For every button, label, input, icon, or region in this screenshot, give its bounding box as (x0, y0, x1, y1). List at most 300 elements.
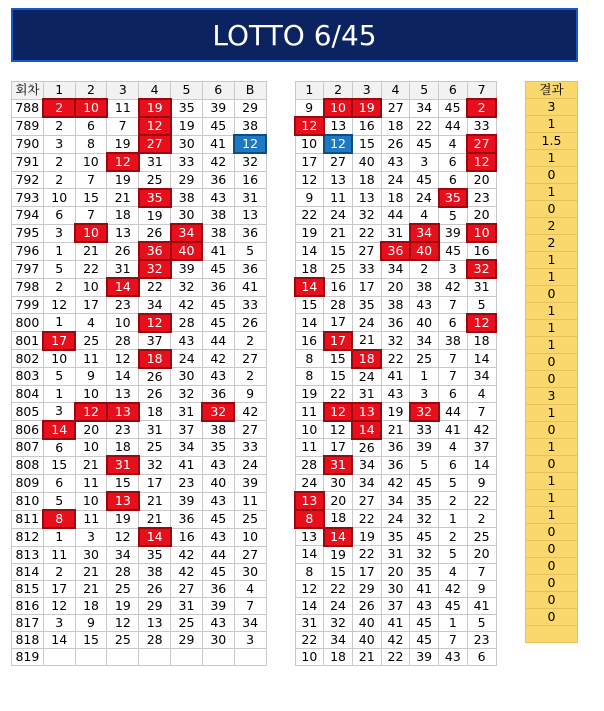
prediction-number-cell: 44 (439, 403, 468, 421)
prediction-number-cell: 20 (467, 171, 496, 189)
prediction-number-cell: 1 (439, 614, 468, 631)
prediction-number-cell: 43 (439, 648, 468, 665)
prediction-number-cell: 38 (381, 296, 410, 314)
prediction-number-cell: 4 (467, 385, 496, 403)
prediction-number-cell: 9 (295, 99, 324, 117)
drawn-number-cell: 30 (75, 546, 107, 564)
result-value-cell: 2 (526, 235, 578, 252)
prediction-number-cell: 12 (467, 153, 496, 171)
prediction-number-cell: 7 (439, 631, 468, 648)
draw-row (12, 564, 267, 581)
drawn-number-cell: 26 (139, 385, 171, 403)
prediction-number-cell: 2 (439, 492, 468, 510)
result-row (526, 303, 578, 320)
prediction-number-cell: 8 (295, 350, 324, 368)
prediction-row (295, 528, 496, 546)
result-header: 결과 (526, 82, 578, 99)
drawn-number-cell: 35 (171, 99, 203, 117)
drawn-number-cell: 25 (139, 171, 171, 189)
drawn-number-cell: 14 (43, 421, 75, 439)
prediction-number-cell: 42 (381, 474, 410, 492)
drawn-number-cell: 1 (43, 528, 75, 546)
result-row (526, 286, 578, 303)
prediction-number-cell: 34 (381, 260, 410, 278)
prediction-number-cell: 14 (295, 597, 324, 614)
draw-row (12, 296, 267, 314)
prediction-row (295, 278, 496, 296)
prediction-number-cell: 39 (439, 224, 468, 242)
prediction-number-cell: 24 (324, 597, 353, 614)
result-row (526, 405, 578, 422)
bonus-number-cell: 9 (234, 385, 266, 403)
prediction-number-cell: 12 (324, 135, 353, 153)
result-value-cell: 0 (526, 422, 578, 439)
prediction-number-cell: 16 (467, 242, 496, 260)
prediction-number-cell: 33 (467, 117, 496, 135)
bonus-number-cell: 4 (234, 581, 266, 598)
round-number-cell: 790 (12, 135, 44, 153)
round-number-cell: 799 (12, 296, 44, 314)
drawn-number-cell: 14 (107, 368, 139, 386)
prediction-number-cell: 32 (381, 332, 410, 350)
round-number-cell: 807 (12, 439, 44, 457)
prediction-number-cell: 19 (295, 385, 324, 403)
prediction-number-cell: 17 (324, 439, 353, 457)
prediction-number-cell: 18 (352, 350, 381, 368)
drawn-number-cell: 25 (139, 439, 171, 457)
drawn-number-cell: 12 (139, 314, 171, 332)
result-row (526, 388, 578, 405)
drawn-number-cell: 11 (75, 474, 107, 492)
prediction-number-cell: 17 (352, 563, 381, 580)
prediction-number-cell: 6 (439, 153, 468, 171)
prediction-row (295, 350, 496, 368)
prediction-row (295, 403, 496, 421)
drawn-number-cell: 34 (171, 439, 203, 457)
prediction-row (295, 492, 496, 510)
result-row (526, 167, 578, 184)
prediction-number-cell: 14 (467, 456, 496, 474)
drawn-number-cell: 2 (43, 278, 75, 296)
prediction-number-cell: 27 (381, 99, 410, 117)
drawn-number-cell: 38 (202, 421, 234, 439)
prediction-number-cell: 43 (410, 597, 439, 614)
result-row (526, 99, 578, 116)
drawn-number-cell (171, 649, 203, 666)
prediction-number-cell: 42 (381, 631, 410, 648)
prediction-number-cell: 7 (467, 403, 496, 421)
drawn-number-cell: 45 (202, 117, 234, 135)
prediction-number-cell: 34 (381, 492, 410, 510)
drawn-number-cell: 38 (202, 224, 234, 242)
drawn-number-cell: 38 (171, 189, 203, 207)
bonus-number-cell: 12 (234, 135, 266, 153)
result-row (526, 524, 578, 541)
draw-row (12, 153, 267, 171)
prediction-number-cell: 42 (439, 278, 468, 296)
prediction-number-cell: 45 (439, 99, 468, 117)
draw-history-header (12, 82, 267, 100)
result-value-cell: 1 (526, 252, 578, 269)
prediction-number-cell: 18 (381, 117, 410, 135)
drawn-number-cell: 32 (202, 403, 234, 421)
drawn-number-cell: 3 (43, 135, 75, 153)
bonus-number-cell: 2 (234, 332, 266, 350)
prediction-number-cell: 34 (410, 332, 439, 350)
drawn-number-cell: 45 (202, 314, 234, 332)
left-header-cell: 회차 (12, 82, 44, 100)
prediction-row (295, 207, 496, 225)
prediction-number-cell: 45 (410, 474, 439, 492)
prediction-number-cell: 10 (295, 421, 324, 439)
drawn-number-cell: 31 (139, 153, 171, 171)
prediction-number-cell: 35 (352, 296, 381, 314)
draw-row (12, 510, 267, 528)
prediction-number-cell: 19 (324, 546, 353, 564)
prediction-number-cell: 14 (295, 242, 324, 260)
result-row (526, 201, 578, 218)
prediction-number-cell: 9 (295, 189, 324, 207)
drawn-number-cell: 42 (202, 153, 234, 171)
prediction-number-cell: 12 (324, 403, 353, 421)
prediction-number-cell: 17 (324, 314, 353, 332)
prediction-row (295, 648, 496, 665)
result-row (526, 116, 578, 133)
prediction-number-cell: 24 (352, 314, 381, 332)
drawn-number-cell: 42 (171, 564, 203, 581)
result-value-cell: 1 (526, 473, 578, 490)
drawn-number-cell: 31 (107, 456, 139, 474)
round-number-cell: 804 (12, 385, 44, 403)
drawn-number-cell: 41 (202, 135, 234, 153)
prediction-number-cell: 14 (324, 528, 353, 546)
drawn-number-cell: 17 (43, 581, 75, 598)
drawn-number-cell: 6 (43, 474, 75, 492)
prediction-number-cell: 44 (439, 117, 468, 135)
result-value-cell: 0 (526, 354, 578, 371)
drawn-number-cell: 38 (139, 564, 171, 581)
result-value-cell: 0 (526, 575, 578, 592)
prediction-number-cell: 24 (381, 510, 410, 528)
drawn-number-cell: 34 (107, 546, 139, 564)
prediction-number-cell: 45 (439, 242, 468, 260)
drawn-number-cell: 10 (75, 278, 107, 296)
left-header-cell: 2 (75, 82, 107, 100)
bonus-number-cell: 27 (234, 350, 266, 368)
round-number-cell: 791 (12, 153, 44, 171)
round-number-cell: 817 (12, 615, 44, 632)
prediction-number-cell: 8 (295, 510, 324, 528)
result-value-cell: 3 (526, 388, 578, 405)
draw-row (12, 385, 267, 403)
result-row (526, 473, 578, 490)
drawn-number-cell: 5 (43, 492, 75, 510)
prediction-number-cell: 45 (439, 597, 468, 614)
drawn-number-cell: 42 (171, 296, 203, 314)
drawn-number-cell: 30 (171, 368, 203, 386)
prediction-number-cell: 6 (439, 314, 468, 332)
prediction-row (295, 385, 496, 403)
draw-row (12, 189, 267, 207)
drawn-number-cell: 10 (43, 350, 75, 368)
prediction-number-cell: 14 (295, 314, 324, 332)
result-value-cell: 1 (526, 507, 578, 524)
prediction-number-cell: 13 (352, 403, 381, 421)
drawn-number-cell: 30 (171, 135, 203, 153)
bonus-number-cell: 36 (234, 224, 266, 242)
prediction-number-cell: 19 (381, 403, 410, 421)
drawn-number-cell: 15 (107, 474, 139, 492)
drawn-number-cell: 8 (75, 135, 107, 153)
drawn-number-cell: 40 (202, 474, 234, 492)
result-row (526, 490, 578, 507)
draw-row (12, 99, 267, 117)
prediction-number-cell: 6 (439, 385, 468, 403)
drawn-number-cell: 21 (75, 242, 107, 260)
drawn-number-cell: 12 (107, 153, 139, 171)
prediction-number-cell: 23 (467, 189, 496, 207)
drawn-number-cell: 31 (171, 403, 203, 421)
prediction-number-cell: 41 (381, 368, 410, 386)
prediction-number-cell: 19 (352, 528, 381, 546)
prediction-number-cell: 7 (439, 350, 468, 368)
prediction-number-cell: 35 (410, 563, 439, 580)
draw-row (12, 368, 267, 386)
bonus-number-cell: 13 (234, 207, 266, 225)
prediction-number-cell: 35 (410, 492, 439, 510)
prediction-number-cell: 24 (324, 207, 353, 225)
prediction-number-cell: 20 (467, 207, 496, 225)
drawn-number-cell: 32 (139, 260, 171, 278)
drawn-number-cell: 13 (107, 492, 139, 510)
prediction-number-cell: 5 (410, 456, 439, 474)
prediction-number-cell: 39 (410, 439, 439, 457)
drawn-number-cell: 28 (107, 332, 139, 350)
round-number-cell: 818 (12, 632, 44, 649)
drawn-number-cell: 21 (139, 492, 171, 510)
drawn-number-cell: 27 (171, 581, 203, 598)
prediction-number-cell: 37 (381, 597, 410, 614)
round-number-cell: 805 (12, 403, 44, 421)
bonus-number-cell: 2 (234, 368, 266, 386)
drawn-number-cell: 4 (75, 314, 107, 332)
drawn-number-cell: 1 (43, 314, 75, 332)
prediction-number-cell: 41 (467, 597, 496, 614)
drawn-number-cell: 6 (43, 207, 75, 225)
prediction-number-cell: 22 (410, 117, 439, 135)
drawn-number-cell: 36 (202, 278, 234, 296)
drawn-number-cell (43, 649, 75, 666)
prediction-number-cell: 6 (439, 456, 468, 474)
drawn-number-cell: 28 (107, 564, 139, 581)
drawn-number-cell: 13 (107, 385, 139, 403)
result-row (526, 337, 578, 354)
round-number-cell: 800 (12, 314, 44, 332)
draw-history-table (11, 81, 267, 666)
prediction-number-cell: 2 (439, 528, 468, 546)
draw-row (12, 439, 267, 457)
draw-row (12, 581, 267, 598)
prediction-number-cell: 8 (295, 368, 324, 386)
drawn-number-cell: 20 (75, 421, 107, 439)
drawn-number-cell: 32 (171, 385, 203, 403)
drawn-number-cell: 30 (202, 632, 234, 649)
drawn-number-cell: 10 (75, 224, 107, 242)
drawn-number-cell: 40 (171, 242, 203, 260)
prediction-number-cell: 35 (381, 528, 410, 546)
drawn-number-cell: 45 (202, 260, 234, 278)
result-row (526, 269, 578, 286)
prediction-number-cell: 34 (324, 631, 353, 648)
bonus-number-cell (234, 649, 266, 666)
prediction-number-cell: 4 (410, 207, 439, 225)
bonus-number-cell: 32 (234, 153, 266, 171)
drawn-number-cell: 9 (75, 615, 107, 632)
drawn-number-cell: 16 (171, 528, 203, 546)
drawn-number-cell (202, 649, 234, 666)
drawn-number-cell: 21 (75, 564, 107, 581)
draw-row (12, 632, 267, 649)
result-row (526, 422, 578, 439)
drawn-number-cell: 21 (75, 581, 107, 598)
drawn-number-cell: 18 (75, 598, 107, 615)
result-row (526, 235, 578, 252)
prediction-number-cell: 1 (439, 510, 468, 528)
bonus-number-cell: 31 (234, 189, 266, 207)
prediction-row (295, 332, 496, 350)
prediction-number-cell: 27 (467, 135, 496, 153)
bonus-number-cell: 24 (234, 456, 266, 474)
right-header-cell: 3 (352, 82, 381, 100)
prediction-number-cell: 2 (467, 99, 496, 117)
prediction-number-cell: 41 (439, 421, 468, 439)
prediction-number-cell: 40 (410, 242, 439, 260)
prediction-number-cell: 15 (324, 242, 353, 260)
prediction-number-cell: 44 (381, 207, 410, 225)
prediction-number-cell: 13 (295, 528, 324, 546)
right-header-cell: 2 (324, 82, 353, 100)
prediction-number-cell: 15 (324, 563, 353, 580)
left-header-cell: 3 (107, 82, 139, 100)
prediction-number-cell: 24 (352, 368, 381, 386)
drawn-number-cell: 35 (202, 439, 234, 457)
prediction-number-cell: 27 (352, 492, 381, 510)
draw-row (12, 350, 267, 368)
prediction-number-cell: 22 (324, 580, 353, 597)
drawn-number-cell: 43 (202, 456, 234, 474)
prediction-number-cell: 34 (467, 368, 496, 386)
drawn-number-cell: 41 (202, 242, 234, 260)
drawn-number-cell: 26 (139, 581, 171, 598)
draw-row (12, 314, 267, 332)
draw-row (12, 546, 267, 564)
draw-row (12, 117, 267, 135)
result-row (526, 592, 578, 609)
prediction-row (295, 614, 496, 631)
drawn-number-cell: 17 (75, 296, 107, 314)
prediction-number-cell: 4 (439, 563, 468, 580)
prediction-number-cell: 40 (352, 614, 381, 631)
prediction-number-cell: 27 (352, 242, 381, 260)
drawn-number-cell: 12 (107, 615, 139, 632)
bonus-number-cell: 16 (234, 171, 266, 189)
prediction-number-cell: 6 (439, 171, 468, 189)
prediction-number-cell: 43 (410, 296, 439, 314)
prediction-number-cell: 30 (381, 580, 410, 597)
drawn-number-cell: 7 (107, 117, 139, 135)
result-value-cell (526, 626, 578, 643)
drawn-number-cell: 29 (171, 632, 203, 649)
drawn-number-cell: 10 (75, 153, 107, 171)
prediction-number-cell: 32 (410, 546, 439, 564)
draw-row (12, 492, 267, 510)
prediction-number-cell: 12 (295, 117, 324, 135)
prediction-number-cell: 13 (324, 171, 353, 189)
drawn-number-cell: 25 (75, 332, 107, 350)
drawn-number-cell: 31 (139, 421, 171, 439)
result-value-cell: 1 (526, 405, 578, 422)
prediction-number-cell: 12 (295, 171, 324, 189)
result-value-cell: 0 (526, 371, 578, 388)
drawn-number-cell: 43 (202, 492, 234, 510)
result-row (526, 439, 578, 456)
drawn-number-cell: 22 (75, 260, 107, 278)
prediction-number-cell: 14 (295, 278, 324, 296)
prediction-number-cell: 32 (410, 403, 439, 421)
drawn-number-cell: 15 (75, 632, 107, 649)
result-value-cell: 2 (526, 218, 578, 235)
drawn-number-cell: 44 (202, 332, 234, 350)
result-value-cell: 1 (526, 439, 578, 456)
drawn-number-cell: 37 (171, 421, 203, 439)
prediction-number-cell: 22 (352, 546, 381, 564)
prediction-number-cell: 15 (295, 296, 324, 314)
result-row (526, 541, 578, 558)
prediction-number-cell: 15 (324, 368, 353, 386)
drawn-number-cell: 22 (139, 278, 171, 296)
prediction-row (295, 474, 496, 492)
drawn-number-cell: 5 (43, 368, 75, 386)
prediction-number-cell: 22 (352, 224, 381, 242)
drawn-number-cell: 39 (171, 492, 203, 510)
prediction-number-cell: 36 (381, 439, 410, 457)
prediction-number-cell: 40 (352, 631, 381, 648)
drawn-number-cell: 7 (75, 207, 107, 225)
prediction-number-cell: 19 (295, 224, 324, 242)
result-value-cell: 1 (526, 269, 578, 286)
drawn-number-cell: 2 (43, 171, 75, 189)
left-header-cell: B (234, 82, 266, 100)
drawn-number-cell: 19 (139, 99, 171, 117)
prediction-number-cell: 24 (410, 189, 439, 207)
drawn-number-cell: 17 (139, 474, 171, 492)
drawn-number-cell (75, 649, 107, 666)
drawn-number-cell: 3 (75, 528, 107, 546)
drawn-number-cell: 12 (107, 350, 139, 368)
round-number-cell: 809 (12, 474, 44, 492)
drawn-number-cell: 13 (139, 615, 171, 632)
result-row (526, 609, 578, 626)
result-value-cell: 1 (526, 320, 578, 337)
drawn-number-cell: 19 (171, 117, 203, 135)
left-header-cell: 1 (43, 82, 75, 100)
bonus-number-cell: 33 (234, 296, 266, 314)
drawn-number-cell: 21 (139, 510, 171, 528)
drawn-number-cell: 42 (202, 350, 234, 368)
drawn-number-cell: 12 (43, 296, 75, 314)
prediction-row (295, 135, 496, 153)
prediction-number-cell: 20 (467, 546, 496, 564)
